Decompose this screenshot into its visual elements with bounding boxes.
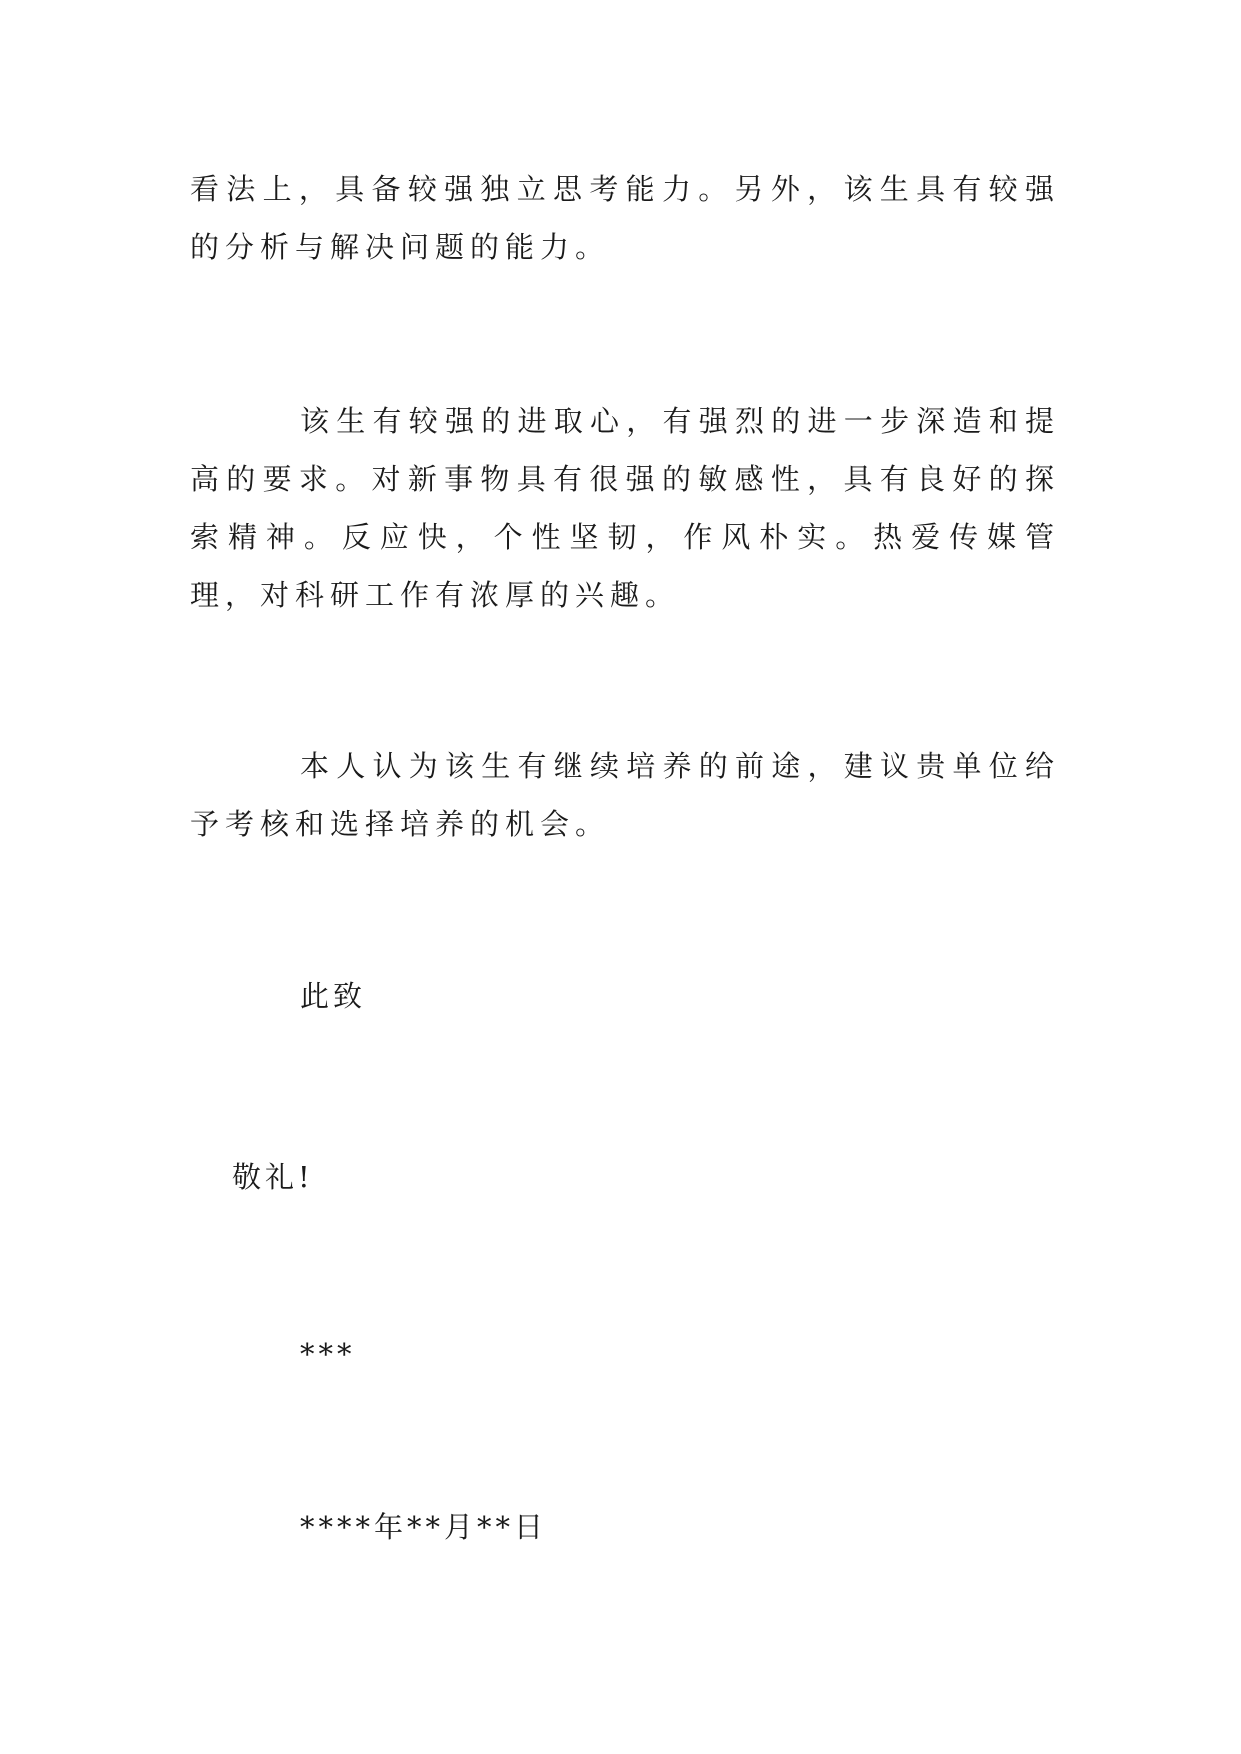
paragraph-3: 本人认为该生有继续培养的前途，建议贵单位给予考核和选择培养的机会。: [190, 749, 1060, 841]
salutation-line: 敬礼!: [232, 1160, 314, 1194]
paragraph-1: 看法上，具备较强独立思考能力。另外，该生具有较强的分析与解决问题的能力。: [190, 172, 1060, 264]
date-line: ****年**月**日: [300, 1510, 548, 1544]
signature-line: ***: [300, 1337, 356, 1371]
closing-line: 此致: [300, 979, 367, 1013]
paragraph-2: 该生有较强的进取心，有强烈的进一步深造和提高的要求。对新事物具有很强的敏感性，具有良好的探索精神。反应快，个性坚韧，作风朴实。热爱传媒管理，对科研工作有浓厚的兴趣。: [190, 404, 1060, 612]
